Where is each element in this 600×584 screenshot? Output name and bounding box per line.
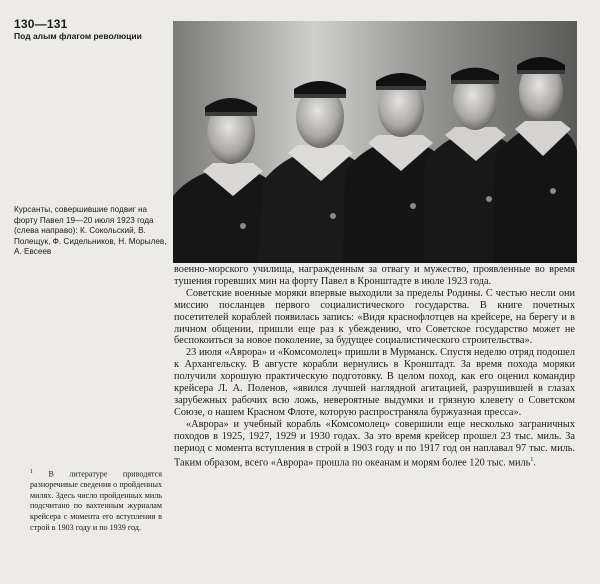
five-sailors-photo — [173, 21, 577, 263]
photo-caption: Курсанты, совершившие подвиг на форту Павел 19—20 июля 1923 года (слева направо): К. Сокольский, В. Полещук, Ф. Сидельников, Н. Морылев, А. Евсеев — [14, 205, 167, 257]
paragraph-4: «Аврора» и учебный корабль «Комсомолец» совершили еще несколько заграничных походов в 1925, 1927, 1929 и 1930 годах. За это время крейсер прошел 23 тыс. миль. За период с момента вступления в строй в 1903 году и по 1917 год он наплавал 97 тыс. миль. Таким образом, всего «Аврора» прошла по океанам и морям более 120 тыс. миль$^1$. — [174, 418, 575, 468]
main-text — [174, 264, 575, 469]
paragraph-1: военно-морского училища, награжденным за отвагу и мужество, проявленные во время тушения горевших мин на форту Павел в Кронштадте в июле 1923 года. — [174, 264, 575, 287]
section-title: Под алым флагом революции — [14, 31, 142, 41]
photo-illustration — [173, 21, 577, 263]
footnote-text: В литературе приводятся разноречивые сведения о пройденных милях. Здесь число пройденных миль подсчитано по вахтенным журналам крейсера с момента его вступления в строй в 1903 году и по 1939 год. — [30, 469, 162, 532]
footnote-mark: 1 — [30, 469, 33, 475]
paragraph-3: 23 июля «Аврора» и «Комсомолец» пришли в Мурманск. Спустя неделю отряд подошел к Архангельску. В августе корабли вернулись в Кронштадт. За время похода моряки получили хорошую практическую подготовку. В целом поход, как его оценил командир крейсера Л. А. Поленов, «явился лучшей наглядной агитацией, разрушившей в глазах зарубежных рабочих всю ложь, невероятные выдумки и грязную клевету о Советском Союзе, о нашем Красном Флоте, которую распространяла буржуазная пресса». — [174, 347, 575, 418]
page-numbers: 130—131 — [14, 17, 68, 31]
footnote — [30, 467, 162, 533]
paragraph-2: Советские военные моряки впервые выходили за пределы Родины. С честью несли они миссию посланцев первого социалистического государства. В книге почетных посетителей кораблей появилась запись: «Видя краснофлотцев на крейсере, на берегу и в личном общении, пришли еще раз к убеждению, что Советское государство может не беспокоиться за новое поколение, за будущее социалистического строительства». — [174, 287, 575, 347]
paragraph-4-text: «Аврора» и учебный корабль «Комсомолец» совершили еще несколько заграничных походов в 1925, 1927, 1929 и 1930 годах. За это время крейсер прошел 23 тыс. миль. За период с момента вступления в строй в 1903 году и по 1917 год он наплавал 97 тыс. миль. Таким образом, всего «Аврора» прошла по океанам и морям более 120 тыс. миль — [174, 418, 575, 468]
footnote-reference: 1 — [530, 456, 534, 463]
